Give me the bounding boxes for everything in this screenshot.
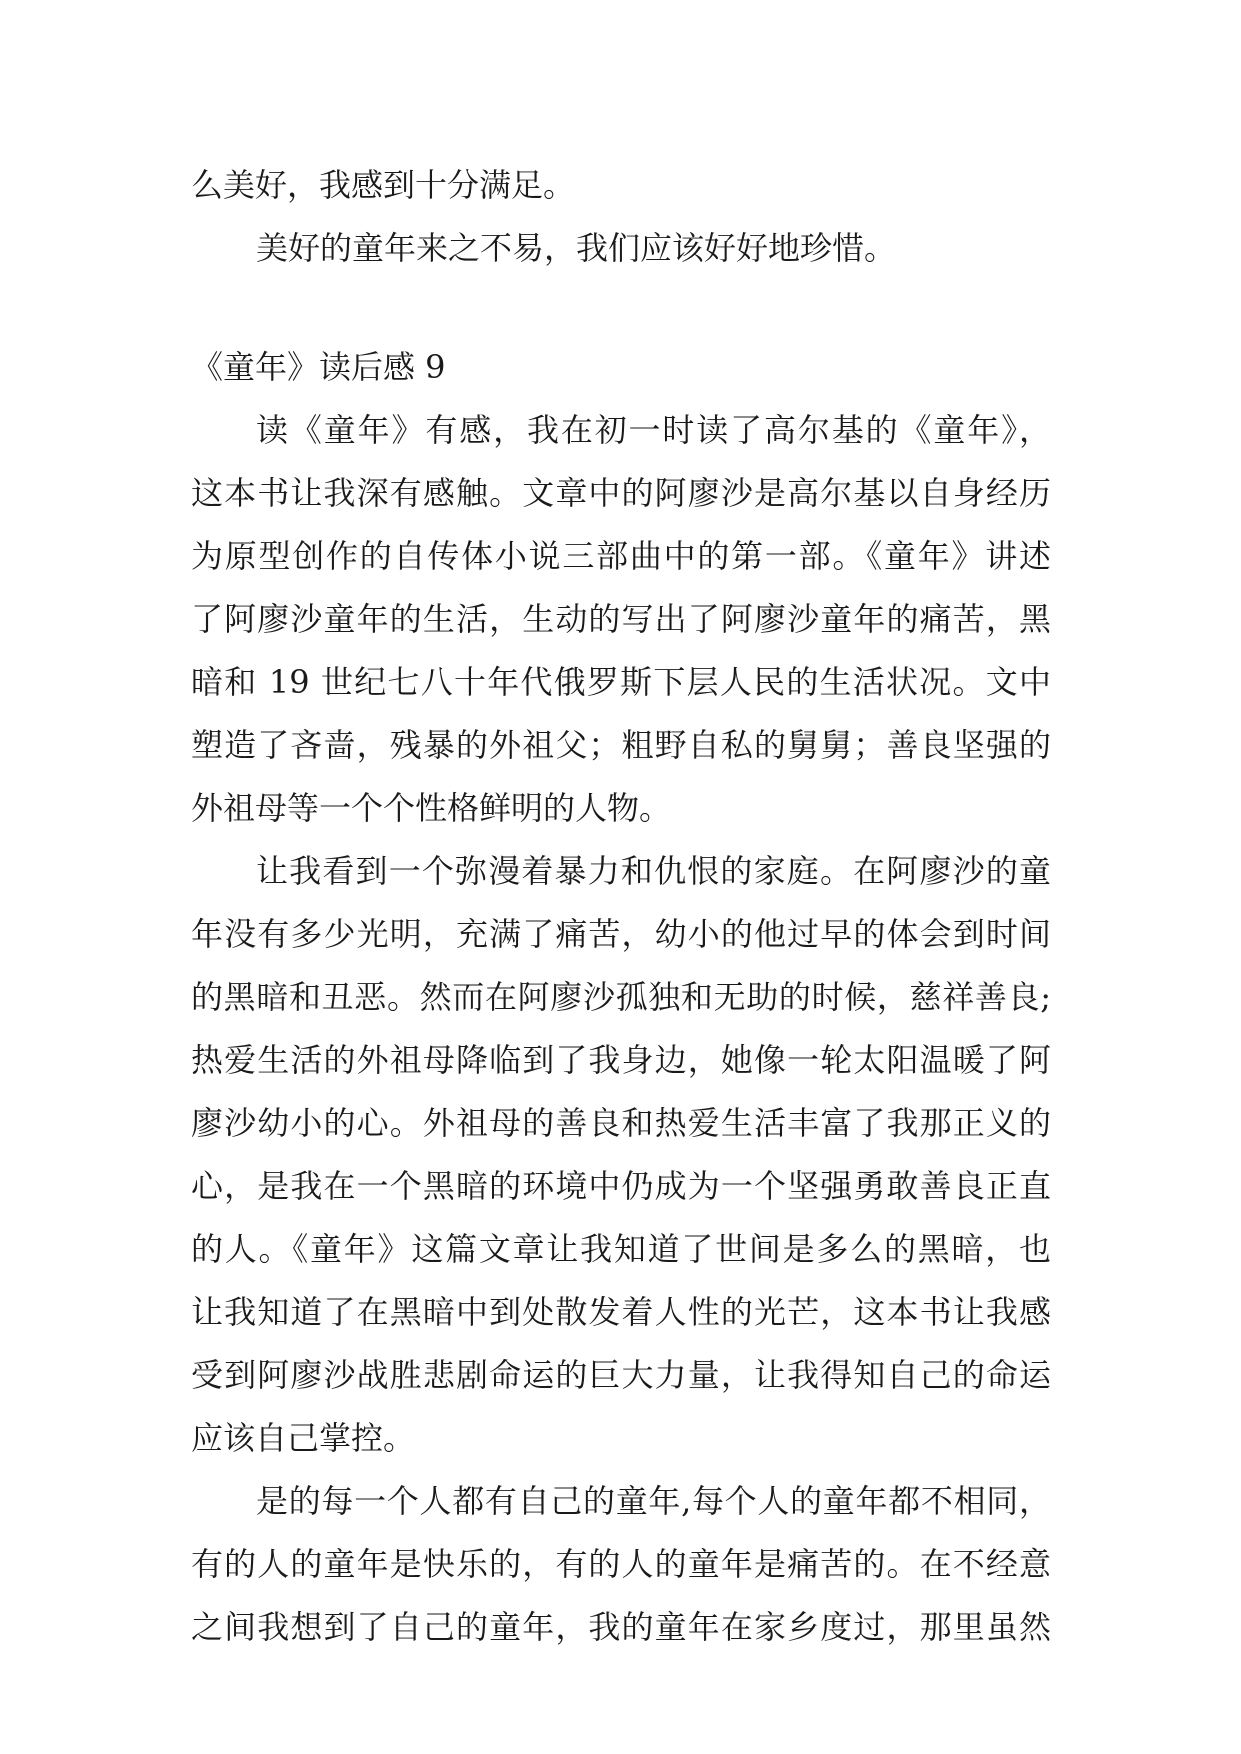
paragraph-line: 有的人的童年是快乐的，有的人的童年是痛苦的。在不经意 [191,1545,1051,1583]
paragraph-line: 么美好，我感到十分满足。 [191,166,576,204]
paragraph-line: 这本书让我深有感触。文章中的阿廖沙是高尔基以自身经历 [191,474,1051,512]
paragraph-line: 的黑暗和丑恶。然而在阿廖沙孤独和无助的时候，慈祥善良; [191,978,1051,1016]
paragraph-line: 的人。《童年》这篇文章让我知道了世间是多么的黑暗，也 [191,1230,1051,1268]
paragraph-line: 让我知道了在黑暗中到处散发着人性的光芒，这本书让我感 [191,1293,1051,1331]
paragraph-line: 美好的童年来之不易，我们应该好好地珍惜。 [256,229,897,267]
paragraph-line: 为原型创作的自传体小说三部曲中的第一部。《童年》讲述 [191,537,1051,575]
section-heading: 《童年》读后感 9 [191,348,446,386]
paragraph-line: 年没有多少光明，充满了痛苦，幼小的他过早的体会到时间 [191,915,1051,953]
paragraph-line: 外祖母等一个个性格鲜明的人物。 [191,789,672,827]
paragraph-line: 之间我想到了自己的童年，我的童年在家乡度过，那里虽然 [191,1608,1051,1646]
paragraph-line: 心，是我在一个黑暗的环境中仍成为一个坚强勇敢善良正直 [191,1167,1051,1205]
paragraph-line: 了阿廖沙童年的生活，生动的写出了阿廖沙童年的痛苦，黑 [191,600,1051,638]
paragraph-line: 读《童年》有感，我在初一时读了高尔基的《童年》， [256,411,1051,449]
paragraph-line: 是的每一个人都有自己的童年,每个人的童年都不相同， [256,1482,1051,1520]
paragraph-line: 热爱生活的外祖母降临到了我身边，她像一轮太阳温暖了阿 [191,1041,1051,1079]
paragraph-line: 塑造了吝啬，残暴的外祖父；粗野自私的舅舅；善良坚强的 [191,726,1051,764]
paragraph-line: 让我看到一个弥漫着暴力和仇恨的家庭。在阿廖沙的童 [256,852,1051,890]
paragraph-line: 受到阿廖沙战胜悲剧命运的巨大力量，让我得知自己的命运 [191,1356,1051,1394]
paragraph-line: 暗和 19 世纪七八十年代俄罗斯下层人民的生活状况。文中 [191,663,1051,701]
paragraph-line: 廖沙幼小的心。外祖母的善良和热爱生活丰富了我那正义的 [191,1104,1051,1142]
paragraph-line: 应该自己掌控。 [191,1419,416,1457]
